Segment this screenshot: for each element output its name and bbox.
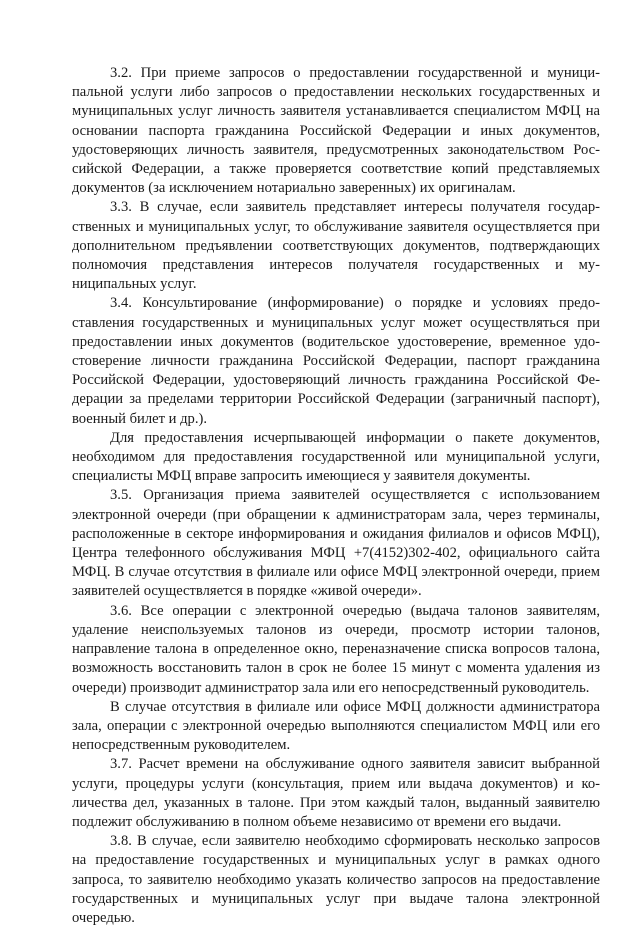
paragraph-3-3: 3.3. В случае, если заявитель представляет интересы получателя государственных и муниципальных услуг, то обслуживание заявителя осуществляется при дополнительном предъявлении соответствующих документов, подтверждающих полномочия представления интересов получателя государственных и муниципальных услуг. bbox=[72, 199, 600, 293]
paragraph-3-4-continued: Для предоставления исчерпывающей информации о пакете документов, необходимом для предоставления государственной или муниципальной услуги, специалисты МФЦ вправе запросить имеющиеся у заявителя документы. bbox=[72, 429, 600, 485]
paragraph-3-5: 3.5. Организация приема заявителей осуществляется с использованием электронной очереди (при обращении к администраторам зала, через терминалы, расположенные в секторе информирования и ожидания филиалов и офисов МФЦ), Центра телефонного обслуживания МФЦ +7(4152)302-402, официального сайта МФЦ. В случае отсутствия в филиале или офисе МФЦ электронной очереди, прием заявителей осуществляется в порядке «живой очереди». bbox=[72, 487, 600, 600]
paragraph-3-6-continued: В случае отсутствия в филиале или офисе МФЦ должности администратора зала, операции с электронной очередью выполняются специалистом МФЦ или его непосредственным руководителем. bbox=[72, 698, 600, 754]
paragraph-3-6: 3.6. Все операции с электронной очередью (выдача талонов заявителям, удаление неиспользуемых талонов из очереди, просмотр истории талонов, направление талона в определенное окно, переназначение списка вопросов талона, возможность восстановить талон в срок не более 15 минут с момента удаления из очереди) производит администратор зала или его непосредственный руководитель. bbox=[72, 602, 600, 696]
document-body bbox=[72, 64, 600, 928]
paragraph-3-4: 3.4. Консультирование (информирование) о порядке и условиях предоставления государственных и муниципальных услуг может осуществляться при предоставлении иных документов (водительское удостоверение, временное удостоверение личности гражданина Российской Федерации, паспорт гражданина Российской Федерации, удостоверяющий личность гражданина Российской Федерации за пределами территории Российской Федерации (заграничный паспорт), военный билет и др.). bbox=[72, 295, 600, 427]
paragraph-3-8: 3.8. В случае, если заявителю необходимо сформировать несколько запросов на предоставление государственных и муниципальных услуг в рамках одного запроса, то заявителю необходимо указать количество запросов на предоставление государственных и муниципальных услуг при выдаче талона электронной очередью. bbox=[72, 833, 600, 926]
paragraph-3-7: 3.7. Расчет времени на обслуживание одного заявителя зависит выбранной услуги, процедуры услуги (консультация, прием или выдача документов) и количества дел, указанных в талоне. При этом каждый талон, выданный заявителю подлежит обслуживанию в полном объеме независимо от времени его выдачи. bbox=[72, 756, 600, 830]
paragraph-3-2: 3.2. При приеме запросов о предоставлении государственной и муниципальной услуги либо запросов о предоставлении нескольких государственных и муниципальных услуг личность заявителя устанавливается специалистом МФЦ на основании паспорта гражданина Российской Федерации и иных документов, удостоверяющих личность заявителя, предусмотренных законодательством Российской Федерации, а также проверяется соответствие копий представляемых документов (за исключением нотариально заверенных) их оригиналам. bbox=[72, 65, 600, 197]
